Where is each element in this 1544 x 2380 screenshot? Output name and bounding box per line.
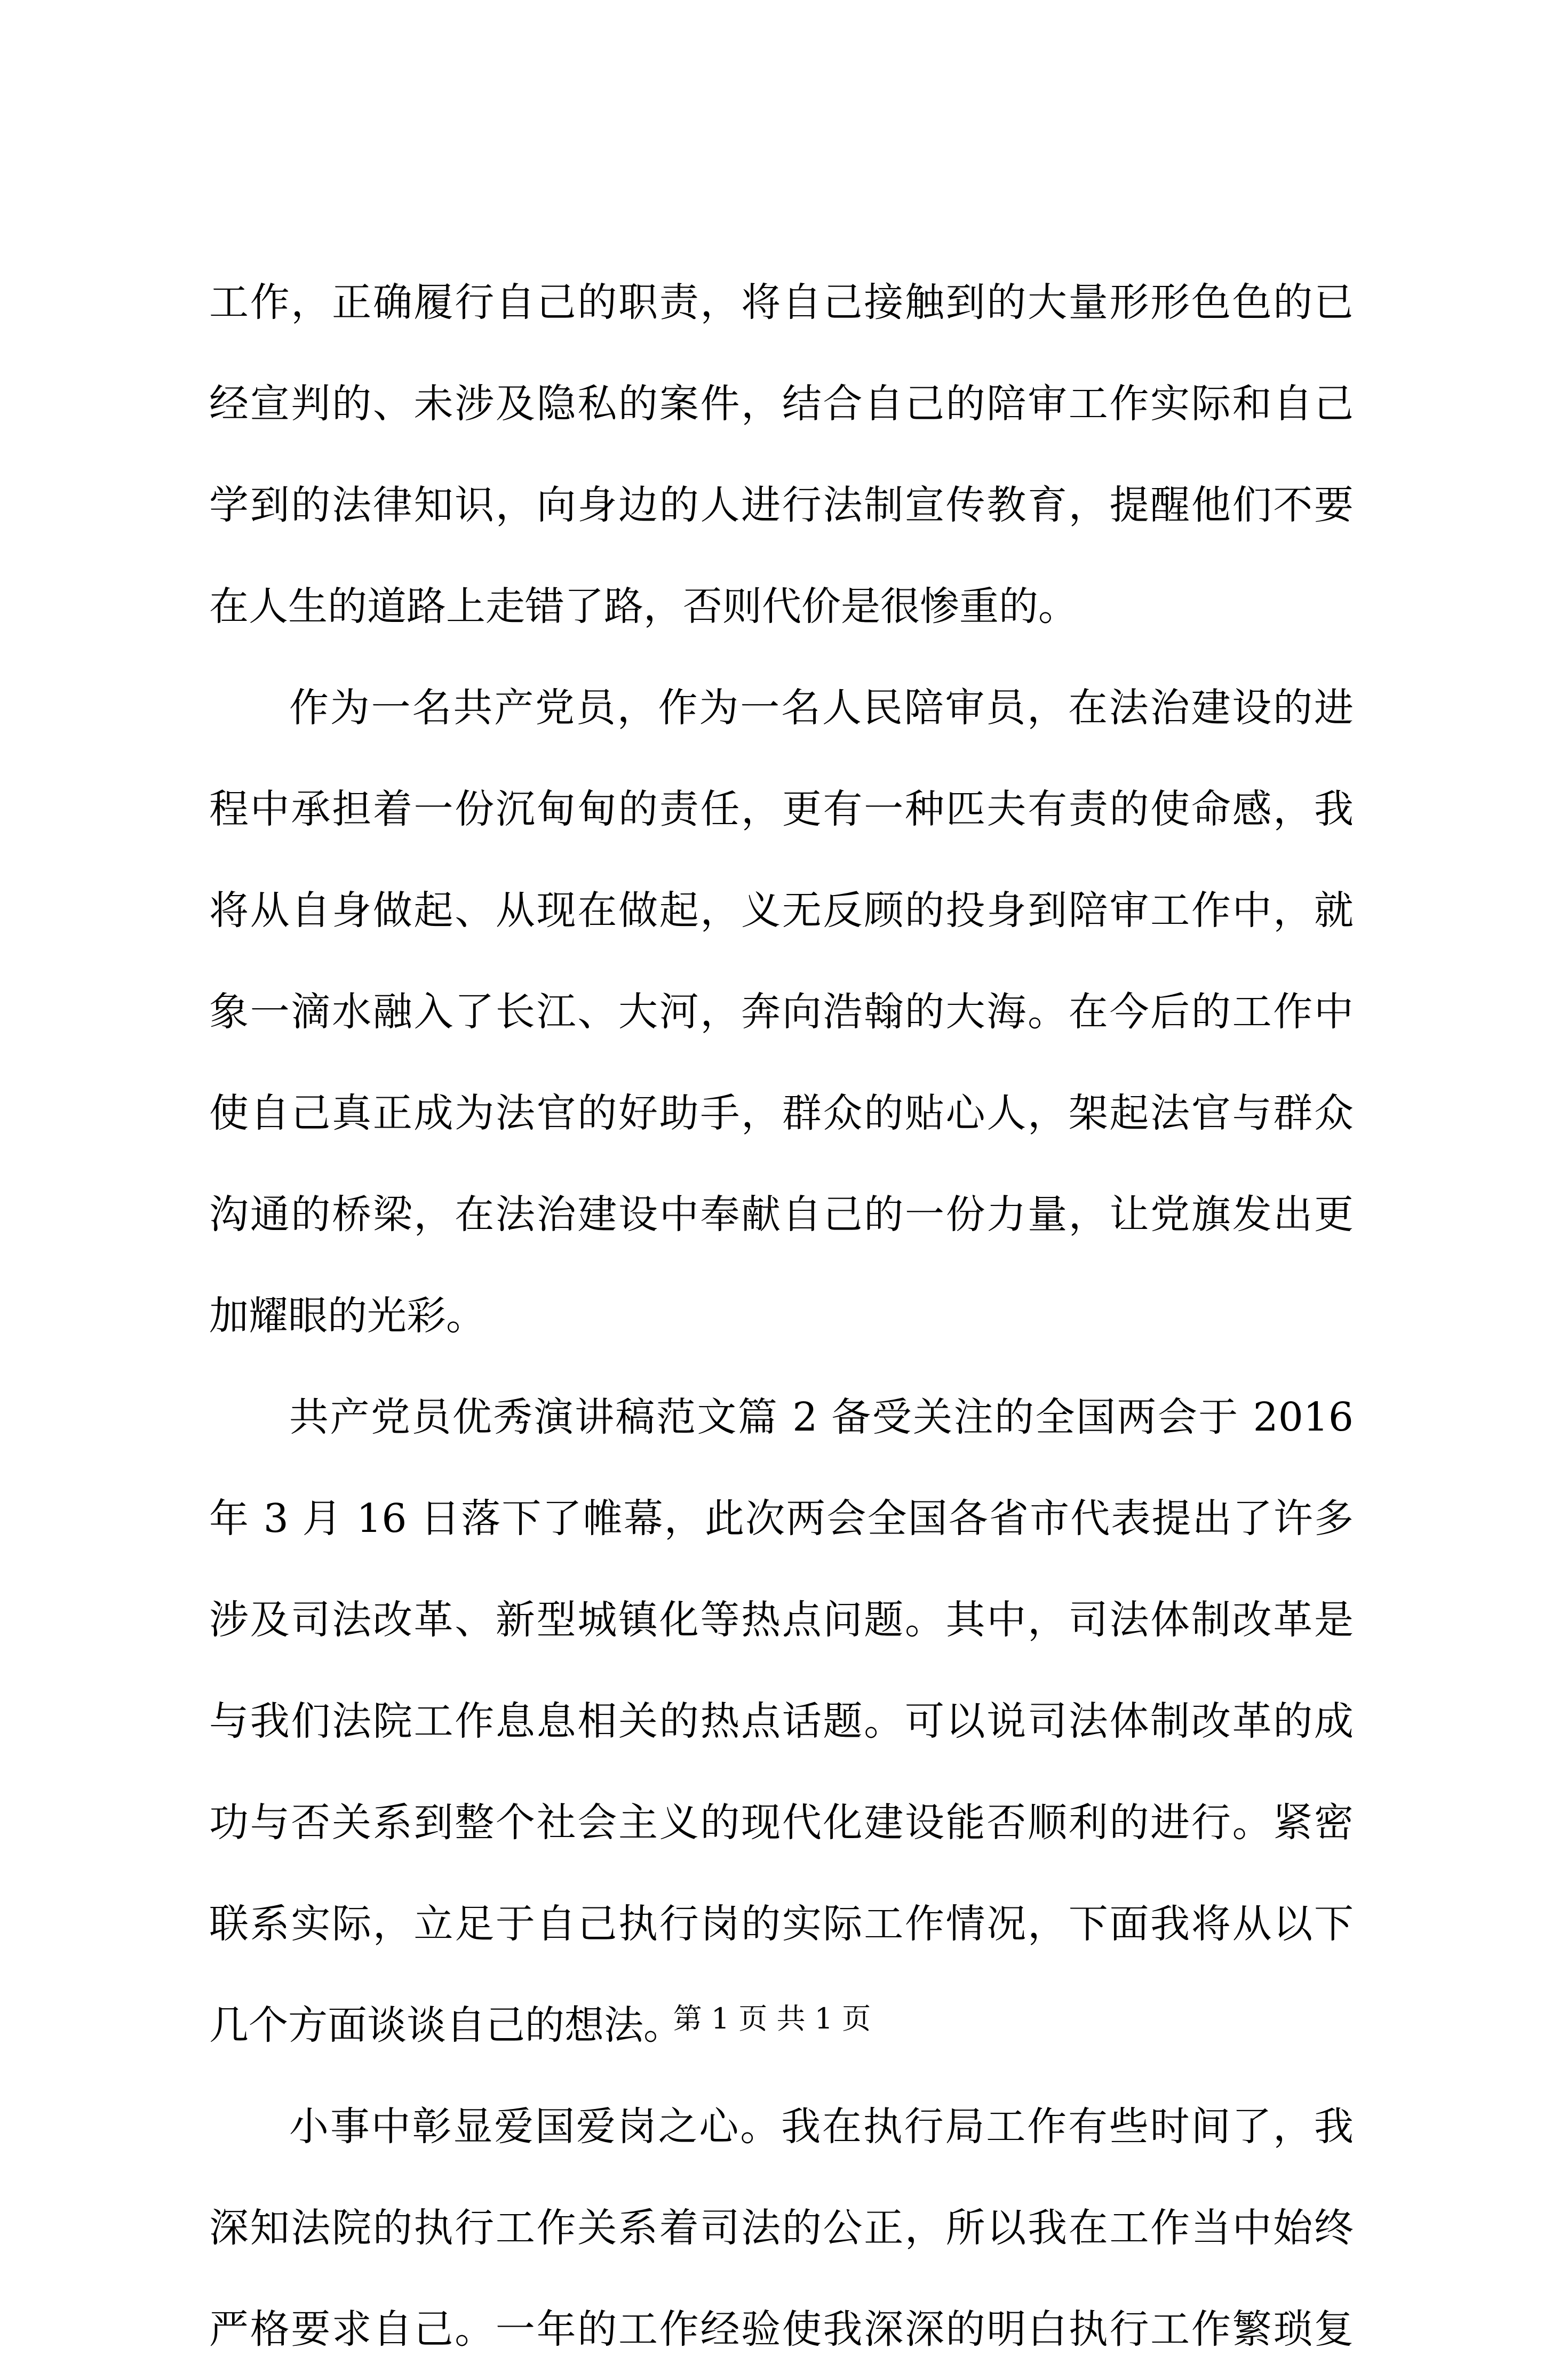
text-line: 工作，正确履行自己的职责，将自己接触到的大量形形色色的已 [209, 279, 1354, 325]
text-line: 功与否关系到整个社会主义的现代化建设能否顺利的进行。紧密 [209, 1800, 1354, 1846]
body-text [209, 252, 1354, 2380]
text-line: 深知法院的执行工作关系着司法的公正，所以我在工作当中始终 [209, 2205, 1354, 2251]
text-line: 加耀眼的光彩。 [209, 1293, 486, 1339]
text-line: 象一滴水融入了长江、大河，奔向浩翰的大海。在今后的工作中 [209, 989, 1354, 1035]
page-footer: 第 1 页 共 1 页 [673, 2002, 871, 2035]
text-line: 使自己真正成为法官的好助手，群众的贴心人，架起法官与群众 [209, 1090, 1354, 1136]
text-line: 将从自身做起、从现在做起，义无反顾的投身到陪审工作中，就 [209, 888, 1354, 933]
text-line: 经宣判的、未涉及隐私的案件，结合自己的陪审工作实际和自己 [209, 381, 1354, 427]
text-line: 作为一名共产党员，作为一名人民陪审员，在法治建设的进 [289, 685, 1354, 731]
text-line: 沟通的桥梁，在法治建设中奉献自己的一份力量，让党旗发出更 [209, 1192, 1354, 1237]
text-line: 涉及司法改革、新型城镇化等热点问题。其中，司法体制改革是 [209, 1597, 1354, 1643]
text-line: 严格要求自己。一年的工作经验使我深深的明白执行工作繁琐复 [209, 2306, 1354, 2352]
text-line: 与我们法院工作息息相关的热点话题。可以说司法体制改革的成 [209, 1698, 1354, 1744]
text-line: 年 3 月 16 日落下了帷幕，此次两会全国各省市代表提出了许多 [209, 1496, 1354, 1542]
text-line: 联系实际，立足于自己执行岗的实际工作情况，下面我将从以下 [209, 1901, 1354, 1947]
text-line: 学到的法律知识，向身边的人进行法制宣传教育，提醒他们不要 [209, 482, 1354, 528]
text-line: 小事中彰显爱国爱岗之心。我在执行局工作有些时间了，我 [289, 2104, 1354, 2150]
text-line: 共产党员优秀演讲稿范文篇 2 备受关注的全国两会于 2016 [289, 1394, 1354, 1440]
text-line: 几个方面谈谈自己的想法。 [209, 2002, 683, 2048]
text-line: 程中承担着一份沉甸甸的责任，更有一种匹夫有责的使命感，我 [209, 786, 1354, 832]
text-line: 在人生的道路上走错了路，否则代价是很惨重的。 [209, 584, 1078, 629]
